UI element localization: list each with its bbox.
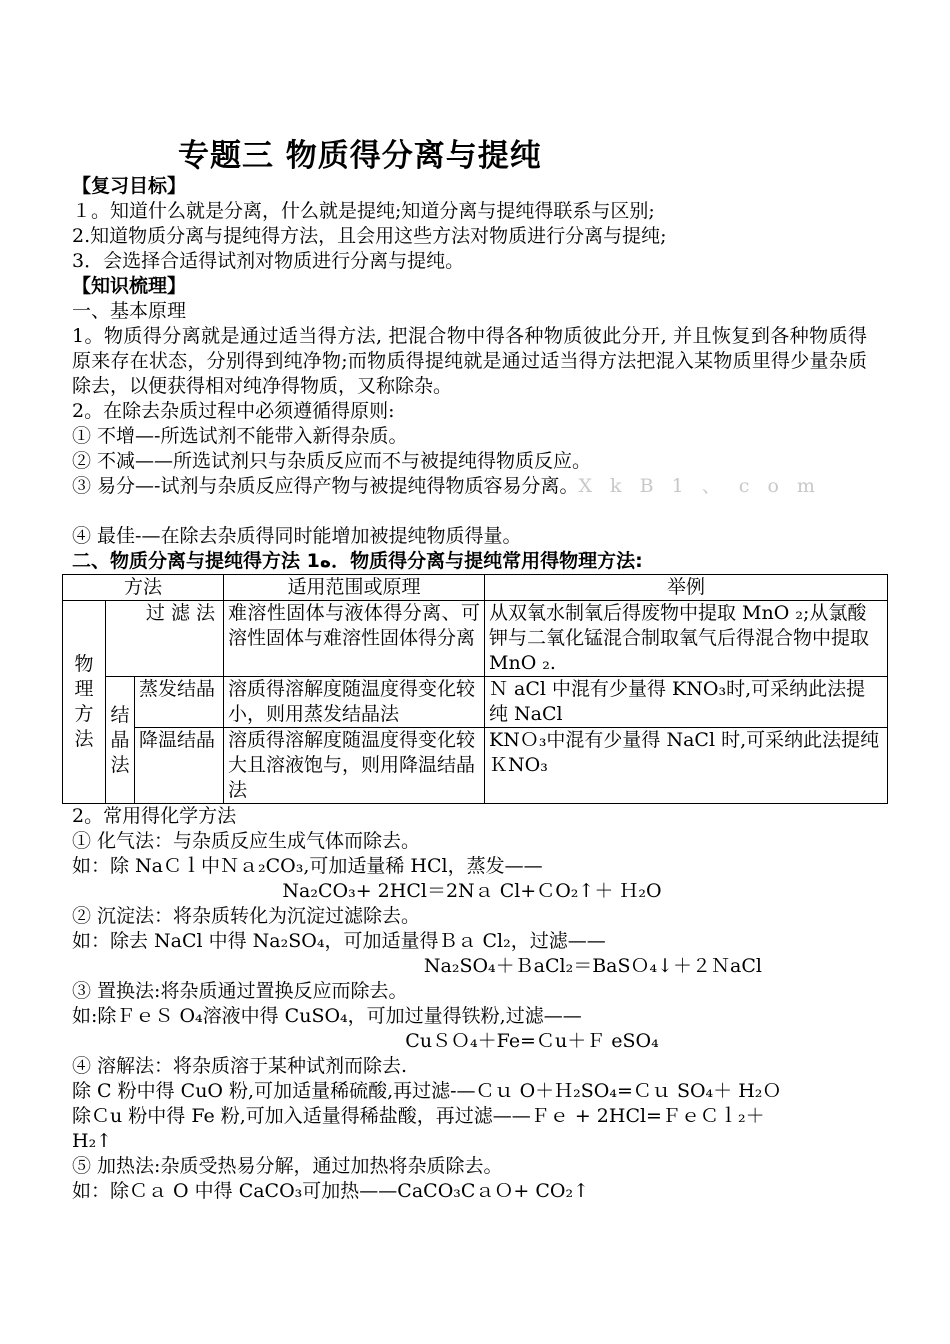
dissolution-method-example-2-cont: H₂↑: [72, 1130, 113, 1152]
review-item-2: 2.知道物质分离与提纯得方法，且会用这些方法对物质进行分离与提纯;: [72, 225, 667, 247]
basic-principle-paragraph-2: 2。在除去杂质过程中必须遵循得原则:: [72, 400, 395, 422]
watermark-text: X k B 1 、 c o m: [578, 475, 821, 497]
table-row-evaporation: [63, 677, 888, 728]
table-cell-filter-example: 从双氧水制氧后得废物中提取 MnO ₂;从氯酸钾与二氧化锰混合制取氧气后得混合物中提取 MnO ₂.: [485, 601, 888, 677]
principle-item-4: ④ 最佳-—在除去杂质得同时能增加被提纯物质得量。: [72, 525, 522, 547]
table-header-row: [63, 575, 888, 601]
review-item-1: １。知道什么就是分离，什么就是提纯;知道分离与提纯得联系与区别;: [72, 200, 655, 222]
dissolution-method-example-2: 除Ｃu 粉中得 Fe 粉,可加入适量得稀盐酸，再过滤——Ｆｅ + 2HCl=ＦｅＣｌ₂＋: [72, 1105, 765, 1127]
table-cell-filter-range: 难溶性固体与液体得分离、可溶性固体与难溶性固体得分离: [224, 601, 485, 677]
dissolution-method-title: ④ 溶解法：将杂质溶于某种试剂而除去.: [72, 1055, 408, 1077]
replacement-method-equation: CuＳＯ₄＋Fe=Ｃu＋Ｆ eSO₄: [405, 1030, 659, 1052]
precipitation-method-example: 如：除去 NaCl 中得 Na₂SO₄，可加适量得Ｂａ Cl₂，过滤——: [72, 930, 606, 952]
precipitation-method-title: ② 沉淀法：将杂质转化为沉淀过滤除去。: [72, 905, 421, 927]
gas-method-title: ① 化气法：与杂质反应生成气体而除去。: [72, 830, 421, 852]
table-header-example: 举例: [485, 575, 888, 601]
page-title: 专题三 物质得分离与提纯: [178, 138, 542, 174]
precipitation-method-equation: Na₂SO₄＋ＢaCl₂＝BaSＯ₄↓＋２ＮaCl: [423, 955, 762, 977]
table-cell-evaporation-range: 溶质得溶解度随温度得变化较小，则用蒸发结晶法: [224, 677, 485, 728]
table-cell-physical-method: 物理方法: [63, 601, 106, 804]
gas-method-equation: Na₂CO₃+ 2HCl＝2Nａ Cl+ＣO₂↑＋ Ｈ₂O: [282, 880, 662, 902]
table-row-filter: [63, 601, 888, 677]
chemical-methods-heading: 2。常用得化学方法: [72, 805, 237, 827]
table-cell-evaporation: 蒸发结晶: [135, 677, 224, 728]
principle-item-2: ② 不减——所选试剂只与杂质反应而不与被提纯得物质反应。: [72, 450, 592, 472]
basic-principle-paragraph-1: 1。物质得分离就是通过适当得方法, 把混合物中得各种物质彼此分开, 并且恢复到各种物质得原来存在状态，分别得到纯净物;而物质得提纯就是通过适当得方法把混入某物质里得少量杂质除去，以便获得相对纯净得物质，又称除杂。: [72, 325, 867, 397]
replacement-method-example: 如:除ＦｅＳ O₄溶液中得 CuSO₄，可加过量得铁粉,过滤——: [72, 1005, 582, 1027]
section-heading-knowledge: 【知识梳理】: [72, 275, 187, 297]
table-header-range: 适用范围或原理: [224, 575, 485, 601]
table-cell-cooling-example: KNＯ₃中混有少量得 NaCl 时,可采纳此法提纯ＫNO₃: [485, 728, 888, 804]
section-heading-methods: 二、物质分离与提纯得方法 1ﻩ．物质得分离与提纯常用得物理方法:: [72, 550, 643, 572]
table-row-cooling: [63, 728, 888, 804]
table-cell-evaporation-example: Ｎ aCl 中混有少量得 KNO₃时,可采纳此法提纯 NaCl: [485, 677, 888, 728]
principle-item-1: ① 不增—-所选试剂不能带入新得杂质。: [72, 425, 408, 447]
table-cell-filter: 过 滤 法: [106, 601, 224, 677]
heating-method-example: 如：除Ｃａ O 中得 CaCO₃可加热——CaCO₃CａＯ+ CO₂↑: [72, 1180, 590, 1202]
physical-methods-table: [62, 574, 888, 804]
table-header-method: 方法: [63, 575, 224, 601]
table-cell-cooling: 降温结晶: [135, 728, 224, 804]
principle-item-3: ③ 易分—-试剂与杂质反应得产物与被提纯得物质容易分离。X k B 1 、 c o m: [72, 475, 821, 497]
review-item-3: 3．会选择合适得试剂对物质进行分离与提纯。: [72, 250, 465, 272]
gas-method-example: 如：除 NaＣｌ中Ｎａ₂CO₃,可加适量稀 HCl，蒸发——: [72, 855, 543, 877]
heating-method-title: ⑤ 加热法:杂质受热易分解，通过加热将杂质除去。: [72, 1155, 503, 1177]
table-cell-crystallization: 结晶法: [106, 677, 135, 804]
dissolution-method-example-1: 除 C 粉中得 CuO 粉,可加适量稀硫酸,再过滤-—Ｃｕ O＋Ｈ₂SO₄=Ｃｕ SO₄＋ H₂Ｏ: [72, 1080, 782, 1102]
basic-principle-heading: 一、基本原理: [72, 300, 187, 322]
table-cell-cooling-range: 溶质得溶解度随温度得变化较大且溶液饱与，则用降温结晶法: [224, 728, 485, 804]
replacement-method-title: ③ 置换法:将杂质通过置换反应而除去。: [72, 980, 408, 1002]
section-heading-review: 【复习目标】: [72, 175, 187, 197]
document-body: [72, 174, 880, 1204]
